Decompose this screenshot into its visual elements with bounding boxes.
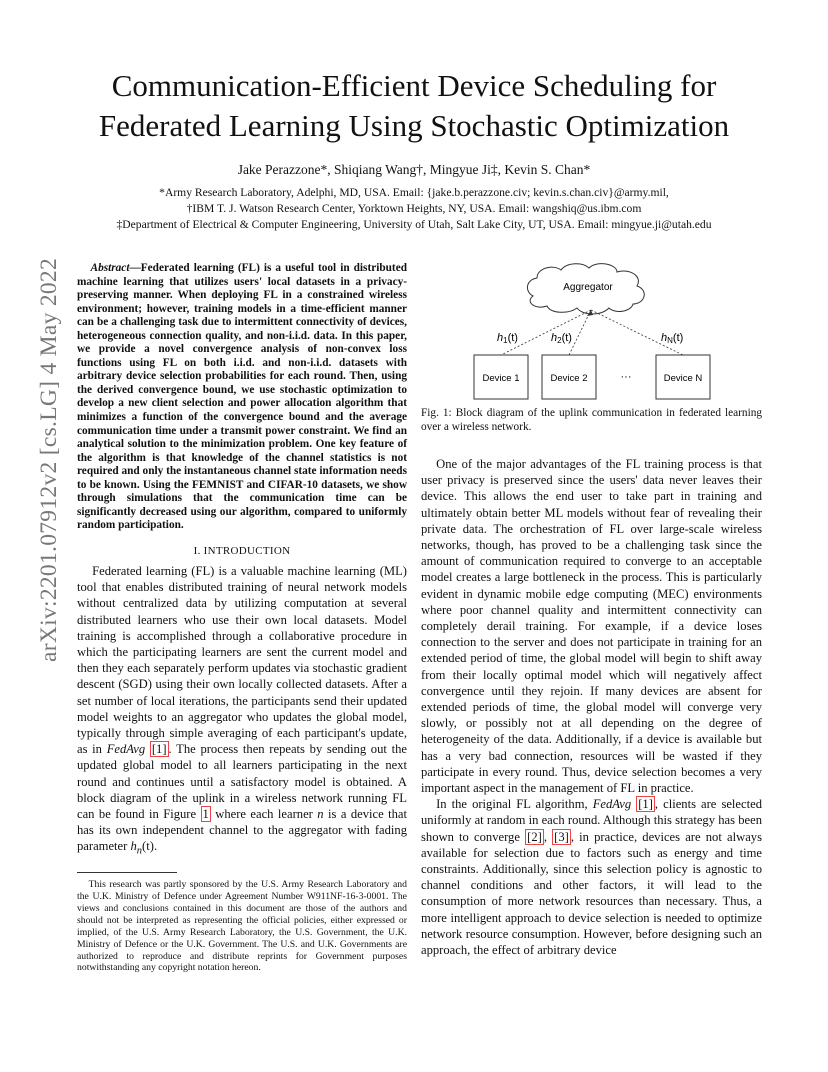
author-list: Jake Perazzone*, Shiqiang Wang†, Mingyue Ji‡, Kevin S. Chan* xyxy=(237,162,591,177)
affiliation-army: *Army Research Laboratory, Adelphi, MD, USA. Email: {jake.b.perazzone.civ; kevin.s.chan.civ}@army.mil, xyxy=(159,186,669,199)
right-paragraph-1: One of the major advantages of the FL training process is that user privacy is preserved since the users' data never leaves their device. This allows the end user to take part in training and ultimately obtain better ML models without fear of revealing their private data. The orchestration of FL over large-scale wireless networks, though, has proved to be a challenging task since the amount of communication required to converge to an acceptable model creates a large bottleneck in the process. This is particularly evident in dynamic mobile edge computing (MEC) environments where poor channel quality and intermittent connectivity can completely derail training. For example, if a device loses connection to the server and does not participate in training for an extended period of time, the global model will begin to shift away from their locally optimal model which will negatively affect convergence until they rejoin. If many devices are absent for extended periods of time, the global model will converge very slowly, or possibly not at all depending on the degree of heterogeneity of the data. Additionally, if a device is available but has a very bad connection, resources will be wasted if they participate in every round. Thus, device selection becomes a very important aspect in the management of FL in practice. xyxy=(421,457,762,796)
device-2-label: Device 2 xyxy=(550,373,588,384)
abstract-text: —Federated learning (FL) is a useful tool in distributed machine learning that utilizes users' local datasets in a privacy-preserving manner. When deploying FL in a constrained wireless environment; however, training models in a time-efficient manner can be a challenging task due to intermittent connectivity of devices, heterogeneous connection quality, and non-i.i.d. data. In this paper, we provide a novel convergence analysis of non-convex loss functions using FL on both i.i.d. and non-i.i.d. datasets with arbitrary device selection probabilities for each round. Then, using the derived convergence bound, we use stochastic optimization to develop a new client selection and power allocation algorithm that minimizes a function of the convergence bound and the average communication time under a transmit power constraint. We find an analytical solution to the minimization problem. One key feature of the algorithm is that knowledge of the channel statistics is not required and only the instantaneous channel state information needs to be known. Using the FEMNIST and CIFAR-10 datasets, we show through simulations that the communication time can be significantly decreased using our algorithm, compared to uniformly random participation. xyxy=(77,262,407,532)
affiliation-utah: ‡Department of Electrical & Computer Engineering, University of Utah, Salt Lake City, UT, USA. Email: mingyue.ji@utah.edu xyxy=(116,218,712,231)
ellipsis: ··· xyxy=(620,371,632,383)
arxiv-stamp: arXiv:2201.07912v2 [cs.LG] 4 May 2022 xyxy=(36,257,62,662)
right-column xyxy=(421,456,762,958)
channel-label-h2: h2(t) xyxy=(551,332,572,345)
left-column xyxy=(77,262,407,974)
citation-link-2[interactable]: [2] xyxy=(527,829,542,844)
channel-label-h1: h1(t) xyxy=(497,332,518,345)
figure-1-block-diagram xyxy=(421,262,762,407)
fedavg-term-2: FedAvg xyxy=(592,797,632,812)
abstract xyxy=(77,262,407,533)
section-heading-introduction: I. INTRODUCTION xyxy=(193,544,291,557)
device-n-label: Device N xyxy=(663,373,703,384)
link-device-n xyxy=(591,310,683,355)
title-line-2: Federated Learning Using Stochastic Optimization xyxy=(98,108,730,143)
affiliation-ibm: †IBM T. J. Watson Research Center, Yorktown Heights, NY, USA. Email: wangshiq@us.ibm.com xyxy=(186,202,642,215)
figure-1-caption: Fig. 1: Block diagram of the uplink communication in federated learning over a wireless network. xyxy=(421,407,762,433)
title-line-1: Communication-Efficient Device Scheduling for xyxy=(111,68,717,103)
math-n: n xyxy=(317,806,324,821)
citation-link-1b[interactable]: [1] xyxy=(638,797,653,812)
paper-title xyxy=(40,66,788,146)
intro-paragraph-1: Federated learning (FL) is a valuable machine learning (ML) tool that enables distributed training of neural network models without centralized data by utilizing computation at several distributed learners who use their own local datasets. Model training is accomplished through a collaborative procedure in which the participating learners are sent the current model and then they each separately perform updates via stochastic gradient descent (SGD) using their own locally collected datasets. After a set number of local iterations, the participants send their updated model weights to an aggregator who updates the global model, typically through simple averaging of each participant's update, as in FedAvg [1] . The process then repeats by sending out the updated global model to all learners participating in the next round and continues until a satisfactory model is obtained. A block diagram of the uplink in a wireless network running FL can be found in Figure 1 where each learner n is a device that has its own independent channel to the aggregator with fading parameter $h_n(t)$. xyxy=(77,563,407,857)
funding-footnote: This research was partly sponsored by the U.S. Army Research Laboratory and the U.K. Ministry of Defence under Agreement Number W911NF-16-3-0001. The views and conclusions contained in this document are those of the authors and should not be interpreted as representing the official policies, either expressed or implied, of the U.S. Army Research Laboratory, the U.S. Government, the U.K. Ministry of Defence or the U.K. Government. The U.S. and U.K. Governments are authorized to reproduce and distribute reprints for Government purposes notwithstanding any copyright notation hereon. xyxy=(77,879,407,974)
device-1-label: Device 1 xyxy=(482,373,520,384)
right-paragraph-2: In the original FL algorithm, FedAvg [1] , clients are selected uniformly at random in each round. Although this strategy has been shown to converge [2] , [3] , in practice, devices are not always available for selection due to factors such as energy and time constraints. Additionally, since this selection policy is agnostic to channel conditions and other factors, it will lead to the consumption of more network resources than necessary. Thus, a more intelligent approach to device selection is needed to optimize network resource consumption. However, before designing such an approach, the effect of arbitrary device xyxy=(421,797,762,958)
footnote-rule xyxy=(77,872,177,873)
aggregator-label: Aggregator xyxy=(563,282,613,293)
citation-link-1[interactable]: [1] xyxy=(151,742,167,757)
citation-link-3[interactable]: [3] xyxy=(554,829,569,844)
link-device-2 xyxy=(569,310,591,355)
fedavg-term: FedAvg xyxy=(106,742,146,757)
math-hn: h xyxy=(130,839,137,854)
figure-link-1[interactable]: 1 xyxy=(202,806,209,821)
channel-label-hn: hN(t) xyxy=(661,332,684,345)
abstract-label: Abstract xyxy=(90,262,130,274)
